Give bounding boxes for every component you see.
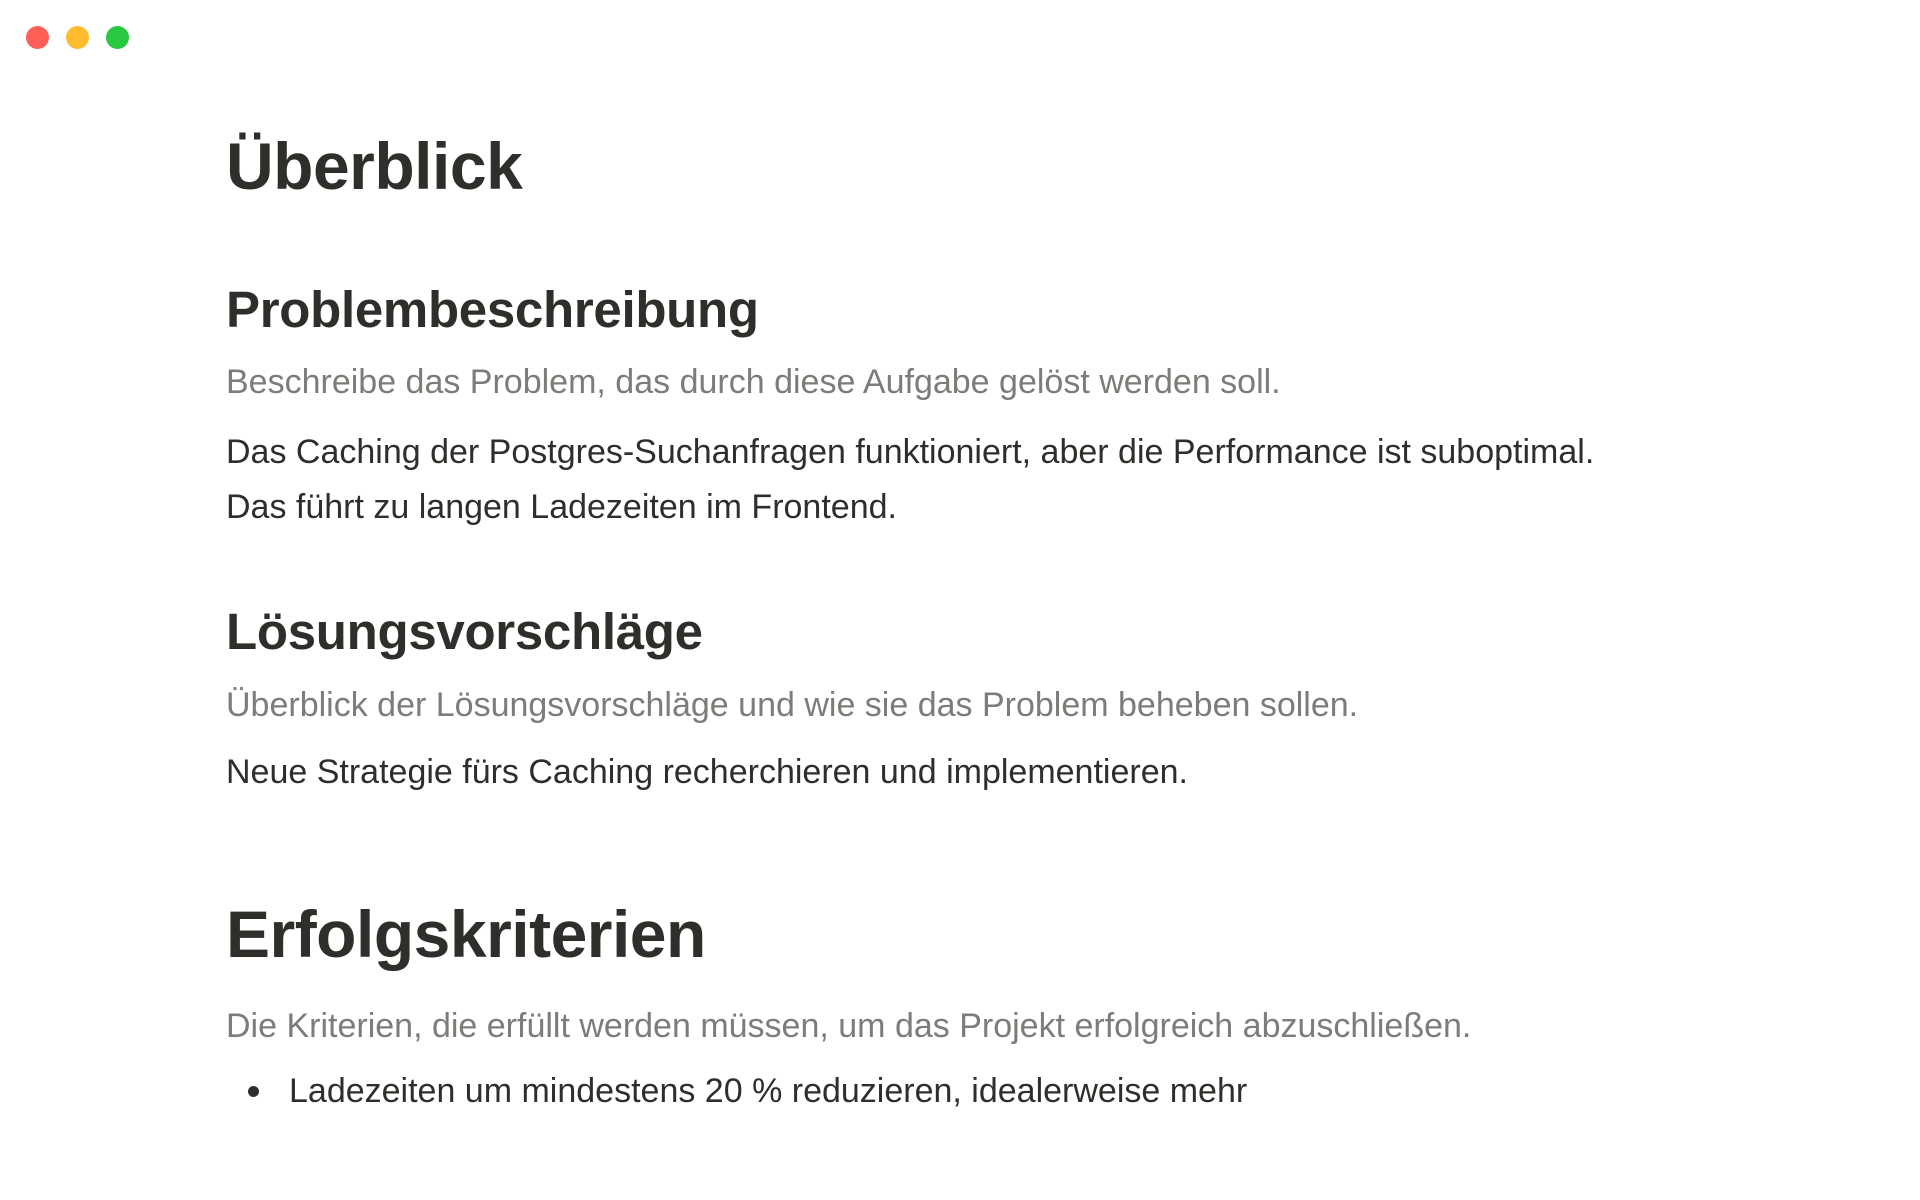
problem-heading[interactable]: Problembeschreibung	[226, 280, 759, 338]
list-item[interactable]	[226, 1066, 1726, 1117]
solutions-heading[interactable]: Lösungsvorschläge	[226, 602, 703, 660]
solutions-hint[interactable]: Überblick der Lösungsvorschläge und wie sie das Problem beheben sollen.	[226, 685, 1359, 724]
document-body	[226, 130, 1726, 1117]
problem-line-1[interactable]: Das Caching der Postgres-Suchanfragen funktioniert, aber die Performance ist suboptimal.	[226, 432, 1595, 471]
problem-line-2[interactable]: Das führt zu langen Ladezeiten im Frontend.	[226, 487, 897, 526]
success-criteria-list	[226, 1066, 1726, 1117]
close-window-button[interactable]	[26, 26, 49, 49]
minimize-window-button[interactable]	[66, 26, 89, 49]
list-item-text: Ladezeiten um mindestens 20 % reduzieren, idealerweise mehr	[289, 1072, 1248, 1111]
solutions-text[interactable]: Neue Strategie fürs Caching recherchieren und implementieren.	[226, 753, 1188, 792]
overview-heading[interactable]: Überblick	[226, 129, 523, 203]
problem-hint[interactable]: Beschreibe das Problem, das durch diese Aufgabe gelöst werden soll.	[226, 363, 1281, 402]
zoom-window-button[interactable]	[106, 26, 129, 49]
success-heading[interactable]: Erfolgskriterien	[226, 897, 706, 972]
window-controls	[26, 26, 129, 49]
bullet-icon	[248, 1086, 259, 1097]
success-hint[interactable]: Die Kriterien, die erfüllt werden müssen, um das Projekt erfolgreich abzuschließen.	[226, 1006, 1472, 1045]
